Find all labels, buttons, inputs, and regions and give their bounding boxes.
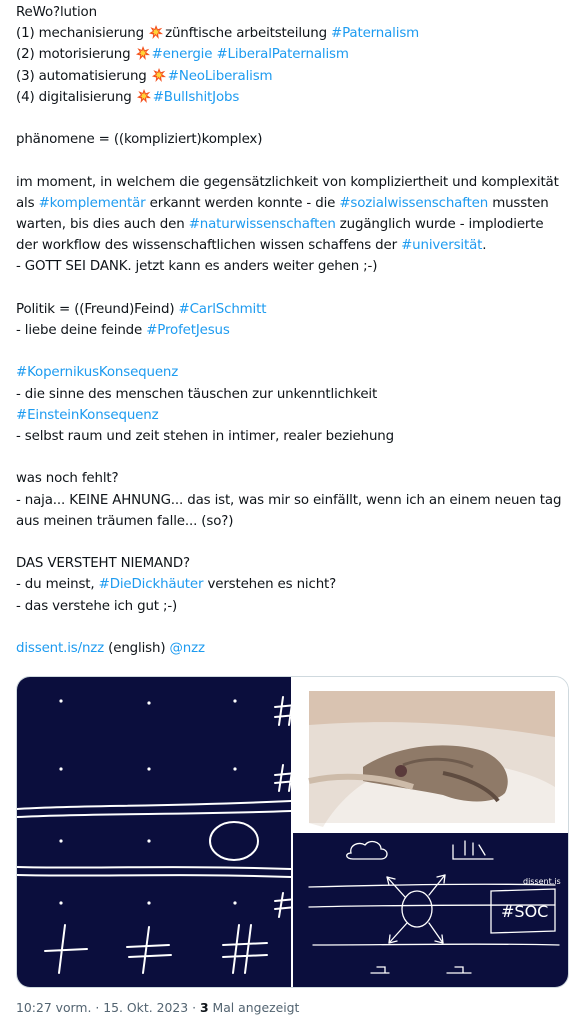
tweet-text-segment: (2) motorisierung: [16, 47, 135, 63]
tweet-text: [16, 2, 564, 659]
concept-sketch-image[interactable]: [293, 833, 568, 987]
hashtag-link[interactable]: #Paternalism: [331, 26, 420, 42]
tweet-time[interactable]: 10:27 vorm.: [16, 1000, 92, 1015]
tweet-line: [16, 553, 564, 574]
hashtag-link[interactable]: #CarlSchmitt: [178, 301, 267, 317]
hashtag-link[interactable]: #komplementär: [38, 195, 146, 211]
tweet-blank-line: [16, 150, 564, 171]
tweet-blank-line: [16, 617, 564, 638]
tweet-text-segment: - du meinst,: [16, 577, 99, 593]
tweet-blank-line: [16, 532, 564, 553]
tweet-line: [16, 129, 564, 150]
tweet-line: [16, 235, 564, 256]
collision-emoji-icon: [152, 68, 166, 82]
tweet-text-segment: - die sinne des menschen täuschen zur unkenntlichkeit: [16, 386, 378, 402]
tweet-text-segment: im moment, in welchem die gegensätzlichkeit von kompliziertheit und komplexität: [16, 174, 559, 190]
hashtag-link[interactable]: #BullshitJobs: [152, 89, 240, 105]
tweet-line: [16, 193, 564, 214]
tweet-line: [16, 596, 564, 617]
tweet-text-segment: mussten: [488, 195, 549, 211]
tweet-text-segment: - naja... KEINE AHNUNG... das ist, was mir so einfällt, wenn ich an einem neuen tag: [16, 492, 562, 508]
tweet-text-segment: erkannt werden konnte - die: [145, 195, 340, 211]
chalkboard-drawing-image[interactable]: [17, 677, 291, 987]
external-link[interactable]: dissent.is/nzz: [16, 640, 105, 656]
collision-emoji-icon: [136, 46, 150, 60]
hashtag-link[interactable]: #NeoLiberalism: [167, 68, 273, 84]
tweet-text-segment: (1) mechanisierung: [16, 26, 149, 42]
hands-photo-image[interactable]: [293, 677, 568, 831]
tweet-line: [16, 299, 564, 320]
tweet-line: [16, 426, 564, 447]
tweet-text-segment: - liebe deine feinde: [16, 323, 147, 338]
sketch-soc-label: #SOC: [501, 902, 549, 921]
tweet-line: [16, 214, 564, 235]
tweet-line: [16, 44, 564, 65]
collision-emoji-icon: [149, 25, 163, 39]
tweet-line: [16, 23, 564, 44]
tweet-text-segment: phänomene = ((kompliziert)komplex): [16, 132, 263, 148]
tweet-line: [16, 405, 564, 426]
tweet-line: [16, 320, 564, 341]
meta-separator: ·: [91, 1000, 104, 1015]
views-label: Mal angezeigt: [208, 1000, 300, 1015]
collision-emoji-icon: [137, 89, 151, 103]
media-grid[interactable]: [16, 676, 569, 988]
tweet-text-segment: (3) automatisierung: [16, 68, 151, 84]
tweet-text-segment: was noch fehlt?: [16, 471, 119, 487]
tweet-line: [16, 384, 564, 405]
hashtag-link[interactable]: #universität: [401, 238, 483, 254]
views-count: 3: [199, 1000, 209, 1015]
hashtag-link[interactable]: #sozialwissenschaften: [339, 195, 489, 211]
hashtag-link[interactable]: #energie: [151, 47, 213, 63]
meta-separator-2: ·: [188, 1000, 200, 1015]
tweet-text-segment: (4) digitalisierung: [16, 89, 136, 105]
tweet-meta: [16, 1000, 299, 1015]
tweet-line: [16, 638, 564, 659]
tweet-text-segment: der workflow des wissenschaftlichen wissen schaffens der: [16, 238, 402, 254]
tweet-line: [16, 172, 564, 193]
tweet-text-segment: als: [16, 195, 39, 211]
hashtag-link[interactable]: #DieDickhäuter: [98, 577, 204, 593]
tweet-date[interactable]: 15. Okt. 2023: [103, 1000, 189, 1015]
tweet-text-segment: zugänglich wurde - implodierte: [335, 217, 544, 232]
tweet-text-segment: zünftische arbeitsteilung: [165, 26, 332, 42]
tweet-line: [16, 256, 564, 277]
mention-link[interactable]: @nzz: [169, 640, 205, 656]
tweet-text-segment: - das verstehe ich gut ;-): [16, 598, 178, 614]
tweet-text-segment: .: [482, 238, 487, 254]
tweet-blank-line: [16, 447, 564, 468]
tweet-text-segment: aus meinen träumen falle... (so?): [16, 513, 234, 529]
hashtag-link[interactable]: #LiberalPaternalism: [216, 47, 349, 63]
hashtag-link[interactable]: #KopernikusKonsequenz: [16, 365, 179, 381]
tweet-text-segment: - selbst raum und zeit stehen in intimer, realer beziehung: [16, 429, 394, 444]
tweet-line: [16, 468, 564, 489]
tweet-text-segment: Politik = ((Freund)Feind): [16, 301, 179, 317]
hashtag-link[interactable]: #naturwissenschaften: [188, 217, 336, 232]
tweet-text-segment: verstehen es nicht?: [203, 577, 337, 593]
tweet-text-segment: DAS VERSTEHT NIEMAND?: [16, 556, 190, 572]
tweet-text-segment: - GOTT SEI DANK. jetzt kann es anders weiter gehen ;-): [16, 259, 378, 275]
tweet-line: [16, 2, 564, 23]
tweet-text-segment: warten, bis dies auch den: [16, 217, 189, 232]
tweet-line: [16, 511, 564, 532]
tweet-line: [16, 574, 564, 595]
tweet-text-segment: ReWo?lution: [16, 5, 97, 20]
tweet-line: [16, 66, 564, 87]
tweet-blank-line: [16, 108, 564, 129]
sketch-small-label: dissent.is: [523, 877, 561, 886]
tweet-line: [16, 362, 564, 383]
hashtag-link[interactable]: #ProfetJesus: [146, 323, 230, 338]
tweet-line: [16, 87, 564, 108]
tweet-line: [16, 490, 564, 511]
tweet-blank-line: [16, 341, 564, 362]
tweet-text-segment: (english): [104, 640, 170, 656]
hashtag-link[interactable]: #EinsteinKonsequenz: [16, 407, 159, 423]
tweet-blank-line: [16, 278, 564, 299]
